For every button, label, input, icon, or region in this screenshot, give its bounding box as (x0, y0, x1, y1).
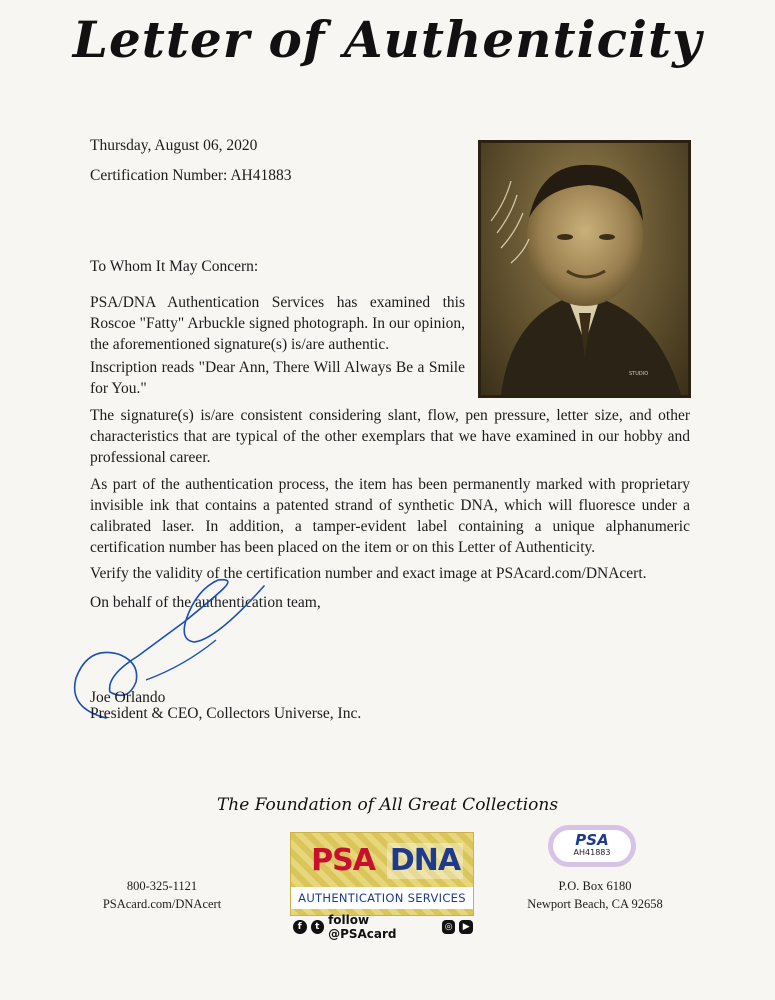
footer-tagline: The Foundation of All Great Collections (216, 795, 559, 815)
city-state-zip: Newport Beach, CA 92658 (527, 897, 663, 911)
footer-address (520, 877, 670, 913)
paragraph-examination: PSA/DNA Authentication Services has examined this Roscoe "Fatty" Arbuckle signed photograph. In our opinion, the aforementioned signature(s) is/are authentic. (90, 294, 465, 353)
po-box: P.O. Box 6180 (558, 879, 632, 893)
certification-number: Certification Number: AH41883 (90, 167, 292, 184)
paragraph-verify: Verify the validity of the certification number and exact image at PSAcard.com/DNAcert. (90, 565, 647, 582)
svg-text:STUDIO: STUDIO (629, 371, 649, 377)
psa-dna-logo (290, 832, 474, 916)
letter-title: Letter of Authenticity (72, 10, 703, 69)
label-cert-number: AH41883 (573, 848, 611, 857)
logo-dna-text: DNA (387, 843, 463, 879)
label-brand: PSA (575, 831, 609, 849)
follow-handle[interactable]: follow @PSAcard (328, 913, 397, 941)
signatory-title: President & CEO, Collectors Universe, Inc. (90, 705, 362, 722)
facebook-icon[interactable]: f (293, 920, 307, 934)
footer-contact (100, 877, 224, 913)
youtube-icon[interactable]: ▶ (459, 920, 473, 934)
logo-psa-text: PSA (311, 843, 375, 878)
website-link[interactable]: PSAcard.com/DNAcert (102, 897, 222, 911)
letter-date: Thursday, August 06, 2020 (90, 137, 258, 154)
phone-number: 800-325-1121 (126, 879, 198, 893)
logo-subtitle: AUTHENTICATION SERVICES (291, 887, 473, 909)
social-follow-row (293, 913, 473, 941)
paragraph-process: As part of the authentication process, the item has been permanently marked with proprietary invisible ink that contains a patented strand of synthetic DNA, which will fluoresce under a calibrated laser. In addition, a tamper-evident label containing a unique alphanumeric certification number has been placed on the item or on this Letter of Authenticity. (90, 476, 690, 556)
paragraph-inscription: Inscription reads "Dear Ann, There Will Always Be a Smile for You." (90, 359, 465, 397)
closing-line: On behalf of the authentication team, (90, 594, 321, 611)
signed-photograph (478, 140, 691, 398)
twitter-icon[interactable]: t (311, 920, 325, 934)
certification-label (548, 825, 636, 867)
signatory-name: Joe Orlando (90, 689, 166, 706)
salutation: To Whom It May Concern: (90, 258, 259, 275)
paragraph-consistency: The signature(s) is/are consistent considering slant, flow, pen pressure, letter size, and other characteristics that are typical of the other exemplars that we have examined in our hobby and professional career. (90, 407, 690, 466)
portrait-image (481, 143, 688, 395)
instagram-icon[interactable]: ◎ (442, 920, 456, 934)
